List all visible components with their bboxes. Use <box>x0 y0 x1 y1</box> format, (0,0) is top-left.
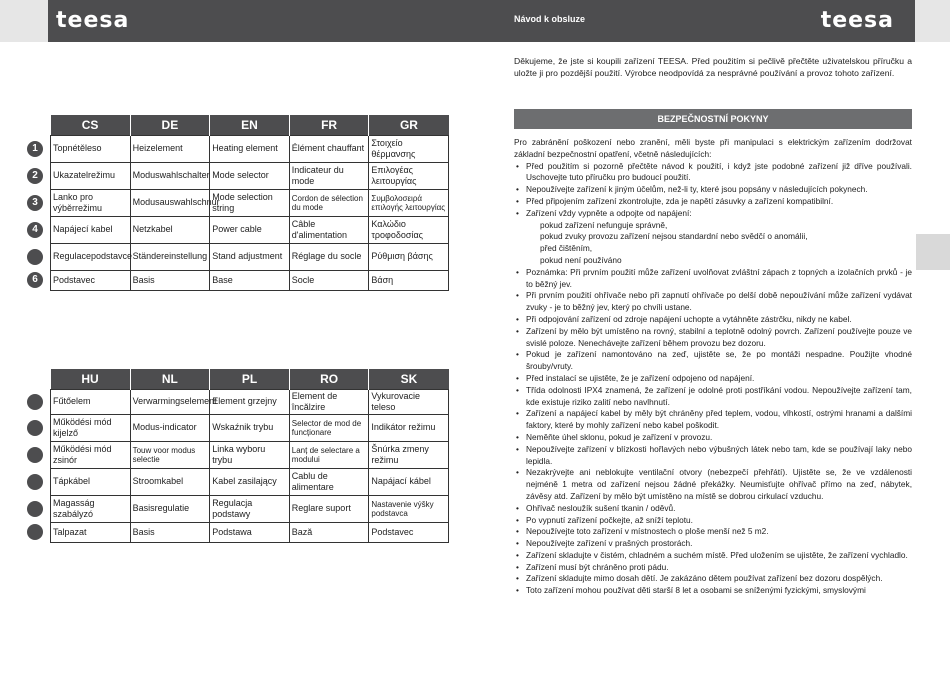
table-cell: Vykurovacie teleso <box>369 389 449 414</box>
safety-item: • Nepoužívejte zařízení v blízkosti hořlavých nebo výbušných látek nebo tam, kde se používají laky nebo lepidla. <box>514 444 912 468</box>
safety-section-heading: BEZPEČNOSTNÍ POKYNY <box>514 109 912 129</box>
table-cell: Base <box>210 270 290 290</box>
column-header-fr: FR <box>289 115 369 135</box>
table-cell: Selector de mod de funcționare <box>289 414 369 441</box>
safety-item: • Nepoužívejte toto zařízení v místnostech o ploše menší než 5 m2. <box>514 526 912 538</box>
table-cell: Touw voor modus selectie <box>130 441 210 468</box>
safety-item: • Nezakrývejte ani neblokujte ventilační otvory (nebezpečí přehřátí). Ujistěte se, že ve vzdálenosti nejméně 1 metra od zařízení nejsou žádné překážky. Neumisťujte ohřívač přímo na zeď, nábytek, závěsy atd. Zařízení by mělo být umístěno na místě se dobrou cirkulací vzduchu. <box>514 467 912 502</box>
table-cell: Működési mód kijelző <box>51 414 131 441</box>
table-row <box>51 522 449 542</box>
intro-paragraph: Děkujeme, že jste si koupili zařízení TEESA. Před použitím si pečlivě přečtěte uživatelskou příručku a uložte ji pro pozdější použití. Výrobce neodpovídá za nesprávné používání a provoz tohoto zařízení. <box>514 56 912 78</box>
part-number-badge: 1 <box>27 141 43 157</box>
part-number-badge <box>27 474 43 490</box>
table-cell: Βάση <box>369 270 449 290</box>
table-cell: Podstavec <box>369 522 449 542</box>
table-cell: Power cable <box>210 216 290 243</box>
part-number-badge: 6 <box>27 272 43 288</box>
table-cell: Element de încălzire <box>289 389 369 414</box>
safety-list <box>514 161 912 597</box>
part-number-badge: 3 <box>27 195 43 211</box>
table-cell: Basis <box>130 270 210 290</box>
table-cell: Καλώδιο τροφοδοσίας <box>369 216 449 243</box>
table-cell: Regulacepodstavce <box>51 243 131 270</box>
parts-table-hu-nl-pl-ro-sk <box>50 369 449 543</box>
safety-item: • Zařízení skladujte mimo dosah dětí. Je zakázáno dětem používat zařízení bez dozoru dospělých. <box>514 573 912 585</box>
column-header-sk: SK <box>369 369 449 389</box>
table-cell: Indikátor režimu <box>369 414 449 441</box>
table-cell: Modusauswahlschnur <box>130 189 210 216</box>
table-cell: Ukazatelrežimu <box>51 162 131 189</box>
safety-item: • Pokud je zařízení namontováno na zeď, ujistěte se, že po montáži nespadne. Použijte vhodné šrouby/vruty. <box>514 349 912 373</box>
page-title: Návod k obsluze <box>514 14 586 24</box>
safety-lead: Pro zabránění poškození nebo zranění, měli byste při manipulaci s elektrickým zařízením dodržovat základní bezpečnostní opatření, včetně následujících: <box>514 137 912 159</box>
safety-item: • Zařízení a napájecí kabel by měly být chráněny před teplem, vodou, vlhkostí, ostrými hranami a dalšími faktory, které by mohly zařízení nebo kabel poškodit. <box>514 408 912 432</box>
header-corner-left <box>0 0 48 42</box>
table-cell: Működési mód zsinór <box>51 441 131 468</box>
table-cell: Napájací kábel <box>369 468 449 495</box>
table-cell: Nastavenie výšky podstavca <box>369 495 449 522</box>
part-number-badge <box>27 394 43 410</box>
table-cell: Επιλογέας λειτουργίας <box>369 162 449 189</box>
safety-item: • Ohřívač nesloužík sušení tkanin / oděvů. <box>514 503 912 515</box>
table-row <box>51 162 449 189</box>
table-cell: Wskaźnik trybu <box>210 414 290 441</box>
column-header-gr: GR <box>369 115 449 135</box>
table-cell: Tápkábel <box>51 468 131 495</box>
safety-item: • Před použitím si pozorně přečtěte návod k použití, i když jste podobné zařízení již dříve používali. Uschovejte tuto příručku pro budoucí použití. <box>514 161 912 185</box>
column-header-de: DE <box>130 115 210 135</box>
safety-item: • Před připojením zařízení zkontrolujte, zda je napětí zásuvky a zařízení kompatibilní. <box>514 196 912 208</box>
table-row <box>51 495 449 522</box>
table-cell: Réglage du socle <box>289 243 369 270</box>
safety-item: • Nepoužívejte zařízení k jiným účelům, než-li ty, které jsou popsány v následujících pokynech. <box>514 184 912 196</box>
table-row <box>51 243 449 270</box>
table-cell: Element grzejny <box>210 389 290 414</box>
teesa-logo-right: teesa <box>820 8 894 33</box>
safety-subitem: pokud zařízení nefunguje správně, <box>540 219 668 230</box>
table-row <box>51 389 449 414</box>
table-cell: Cordon de sélection du mode <box>289 189 369 216</box>
part-number-badge: 2 <box>27 168 43 184</box>
column-header-nl: NL <box>130 369 210 389</box>
table-cell: Heating element <box>210 135 290 162</box>
table-cell: Šnúrka zmeny režimu <box>369 441 449 468</box>
safety-item: • Při odpojování zařízení od zdroje napájení uchopte a vytáhněte zástrčku, nikdy ne kabel. <box>514 314 912 326</box>
safety-item: • Před instalací se ujistěte, že je zařízení odpojeno od napájení. <box>514 373 912 385</box>
table-cell: Élément chauffant <box>289 135 369 162</box>
table-cell: Basisregulatie <box>130 495 210 522</box>
table-row <box>51 441 449 468</box>
safety-item: • Zařízení musí být chráněno proti pádu. <box>514 562 912 574</box>
table-cell: Podstawa <box>210 522 290 542</box>
part-number-badge <box>27 501 43 517</box>
table-cell: Socle <box>289 270 369 290</box>
table-row <box>51 216 449 243</box>
table-cell: Indicateur du mode <box>289 162 369 189</box>
safety-subitem: před čištěním, <box>540 243 593 254</box>
safety-item: • Zařízení vždy vypněte a odpojte od napájení: <box>514 208 912 220</box>
parts-table-cs-de-en-fr-gr <box>50 115 449 291</box>
table-cell: Reglare suport <box>289 495 369 522</box>
part-number-badge <box>27 447 43 463</box>
table-cell: Regulacja podstawy <box>210 495 290 522</box>
table-row <box>51 270 449 290</box>
teesa-logo-left: teesa <box>56 8 130 33</box>
safety-item: • Zařízení by mělo být umístěno na rovný, stabilní a teplotně odolný povrch. Zařízení používejte pouze ve svislé poloze. Nenechávejte zařízení během provozu bez dozoru. <box>514 326 912 350</box>
table-cell: Heizelement <box>130 135 210 162</box>
safety-instructions <box>514 137 912 597</box>
table-row <box>51 414 449 441</box>
table-row <box>51 135 449 162</box>
table-cell: Στοιχείο θέρμανσης <box>369 135 449 162</box>
table-cell: Netzkabel <box>130 216 210 243</box>
header-band <box>48 0 915 42</box>
table-cell: Ständereinstellung <box>130 243 210 270</box>
safety-subitem: pokud není používáno <box>540 254 622 265</box>
side-page-tab <box>916 234 950 270</box>
table-cell: Cablu de alimentare <box>289 468 369 495</box>
safety-item: • Toto zařízení mohou používat děti starší 8 let a osobami se sníženými fyzickými, smyslovými <box>514 585 912 597</box>
part-number-badge <box>27 420 43 436</box>
table-row <box>51 468 449 495</box>
table-cell: Lanko pro výběrrežimu <box>51 189 131 216</box>
column-header-pl: PL <box>210 369 290 389</box>
table-cell: Stroomkabel <box>130 468 210 495</box>
safety-item: • Nepoužívejte zařízení v prašných prostorách. <box>514 538 912 550</box>
top-header-bar <box>0 0 950 42</box>
table-cell: Ρύθμιση βάσης <box>369 243 449 270</box>
table-cell: Podstavec <box>51 270 131 290</box>
column-header-ro: RO <box>289 369 369 389</box>
safety-item: • Při prvním použití ohřívače nebo při zapnutí ohřívače po delší době nepoužívání může zařízení vydávat zvuky - je to běžný jev, který po chvíli ustane. <box>514 290 912 314</box>
safety-item: • Po vypnutí zařízení počkejte, až sníží teplotu. <box>514 515 912 527</box>
safety-item: • Třída odolnosti IPX4 znamená, že zařízení je odolné proti postříkání vodou. Nepoužívejte zařízení tam, kde existuje riziko zalití nebo navlhnutí. <box>514 385 912 409</box>
table-cell: Συμβολοσειρά επιλογής λειτουργίας <box>369 189 449 216</box>
table-cell: Talpazat <box>51 522 131 542</box>
part-number-badge: 4 <box>27 222 43 238</box>
safety-subitem: pokud zvuky provozu zařízení nejsou standardní nebo svědčí o anomálii, <box>540 231 808 242</box>
table-cell: Mode selector <box>210 162 290 189</box>
safety-item: • Neměňte úhel sklonu, pokud je zařízení v provozu. <box>514 432 912 444</box>
table-cell: Magasság szabályzó <box>51 495 131 522</box>
table-cell: Linka wyboru trybu <box>210 441 290 468</box>
table-cell: Stand adjustment <box>210 243 290 270</box>
safety-item: • Poznámka: Při prvním použití může zařízení uvolňovat zvláštní zápach z topných a izolačních prvků - je to běžný jev. <box>514 267 912 291</box>
table-cell: Mode selection string <box>210 189 290 216</box>
table-cell: Basis <box>130 522 210 542</box>
table-cell: Topnétěleso <box>51 135 131 162</box>
table-cell: Lanț de selectare a modului <box>289 441 369 468</box>
table-cell: Napájecí kabel <box>51 216 131 243</box>
column-header-cs: CS <box>51 115 131 135</box>
table-cell: Fűtőelem <box>51 389 131 414</box>
table-cell: Modus-indicator <box>130 414 210 441</box>
table-cell: Bază <box>289 522 369 542</box>
table-cell: Câble d'alimentation <box>289 216 369 243</box>
safety-item: • Zařízení skladujte v čistém, chladném a suchém místě. Před uložením se ujistěte, že zařízení vychladlo. <box>514 550 912 562</box>
table-cell: Verwarmingselement <box>130 389 210 414</box>
table-cell: Moduswahlschalter <box>130 162 210 189</box>
part-number-badge <box>27 524 43 540</box>
table-cell: Kabel zasilający <box>210 468 290 495</box>
table-row <box>51 189 449 216</box>
column-header-hu: HU <box>51 369 131 389</box>
part-number-badge <box>27 249 43 265</box>
header-corner-right <box>915 0 950 42</box>
column-header-en: EN <box>210 115 290 135</box>
